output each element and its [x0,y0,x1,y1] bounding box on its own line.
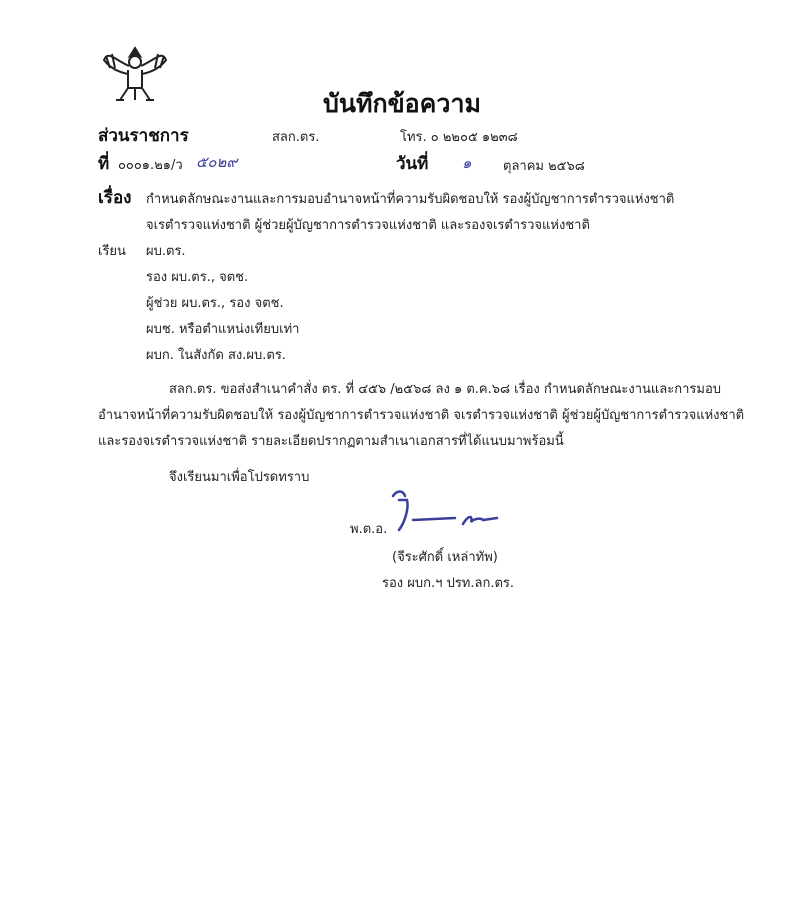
agency-label: ส่วนราชการ [98,126,189,146]
number-handwritten: ๕๐๒๙ [196,153,238,171]
recipient: ผบช. หรือตำแหน่งเทียบเท่า [146,322,300,337]
recipient: ผบ.ตร. [146,244,186,259]
date-label: วันที่ [396,154,429,174]
subject-line: กำหนดลักษณะงานและการมอบอำนาจหน้าที่ความรับผิดชอบให้ รองผู้บัญชาการตำรวจแห่งชาติ [146,192,675,207]
recipient: ผู้ช่วย ผบ.ตร., รอง จตช. [146,296,284,311]
signature-name: (จีระศักดิ์ เหล่าทัพ) [392,550,498,565]
date-day: ๑ [462,154,472,172]
to-label: เรียน [98,244,126,259]
recipient: ผบก. ในสังกัด สง.ผบ.ตร. [146,348,286,363]
date-rest: ตุลาคม ๒๕๖๘ [503,159,585,174]
number-value: ๐๐๐๑.๒๑/ว [118,158,183,173]
subject-line: จเรตำรวจแห่งชาติ ผู้ช่วยผู้บัญชาการตำรวจแห่งชาติ และรองจเรตำรวจแห่งชาติ [146,218,590,233]
signature-position: รอง ผบก.ฯ ปรท.ลก.ตร. [382,576,515,591]
phone: โทร. ๐ ๒๒๐๕ ๑๒๓๘ [400,130,518,145]
body-line: สลก.ตร. ขอส่งสำเนาคำสั่ง ตร. ที่ ๔๕๖ /๒๕๖๘ ลง ๑ ต.ค.๖๘ เรื่อง กำหนดลักษณะงานและการมอบ [169,382,722,397]
page-title: บันทึกข้อความ [323,89,481,118]
body-line: อำนาจหน้าที่ความรับผิดชอบให้ รองผู้บัญชาการตำรวจแห่งชาติ จเรตำรวจแห่งชาติ ผู้ช่วยผู้บัญชาการตำรวจแห่งชาติ [98,408,745,423]
agency-value: สลก.ตร. [272,130,320,145]
body-line: และรองจเรตำรวจแห่งชาติ รายละเอียดปรากฏตามสำเนาเอกสารที่ได้แนบมาพร้อมนี้ [98,434,564,449]
number-label: ที่ [98,154,110,174]
recipient: รอง ผบ.ตร., จตช. [146,270,249,285]
subject-label: เรื่อง [98,188,132,208]
garuda-emblem [100,40,170,105]
signature-rank: พ.ต.อ. [350,522,388,537]
signature-mark [385,488,505,538]
closing-text: จึงเรียนมาเพื่อโปรดทราบ [169,470,310,485]
